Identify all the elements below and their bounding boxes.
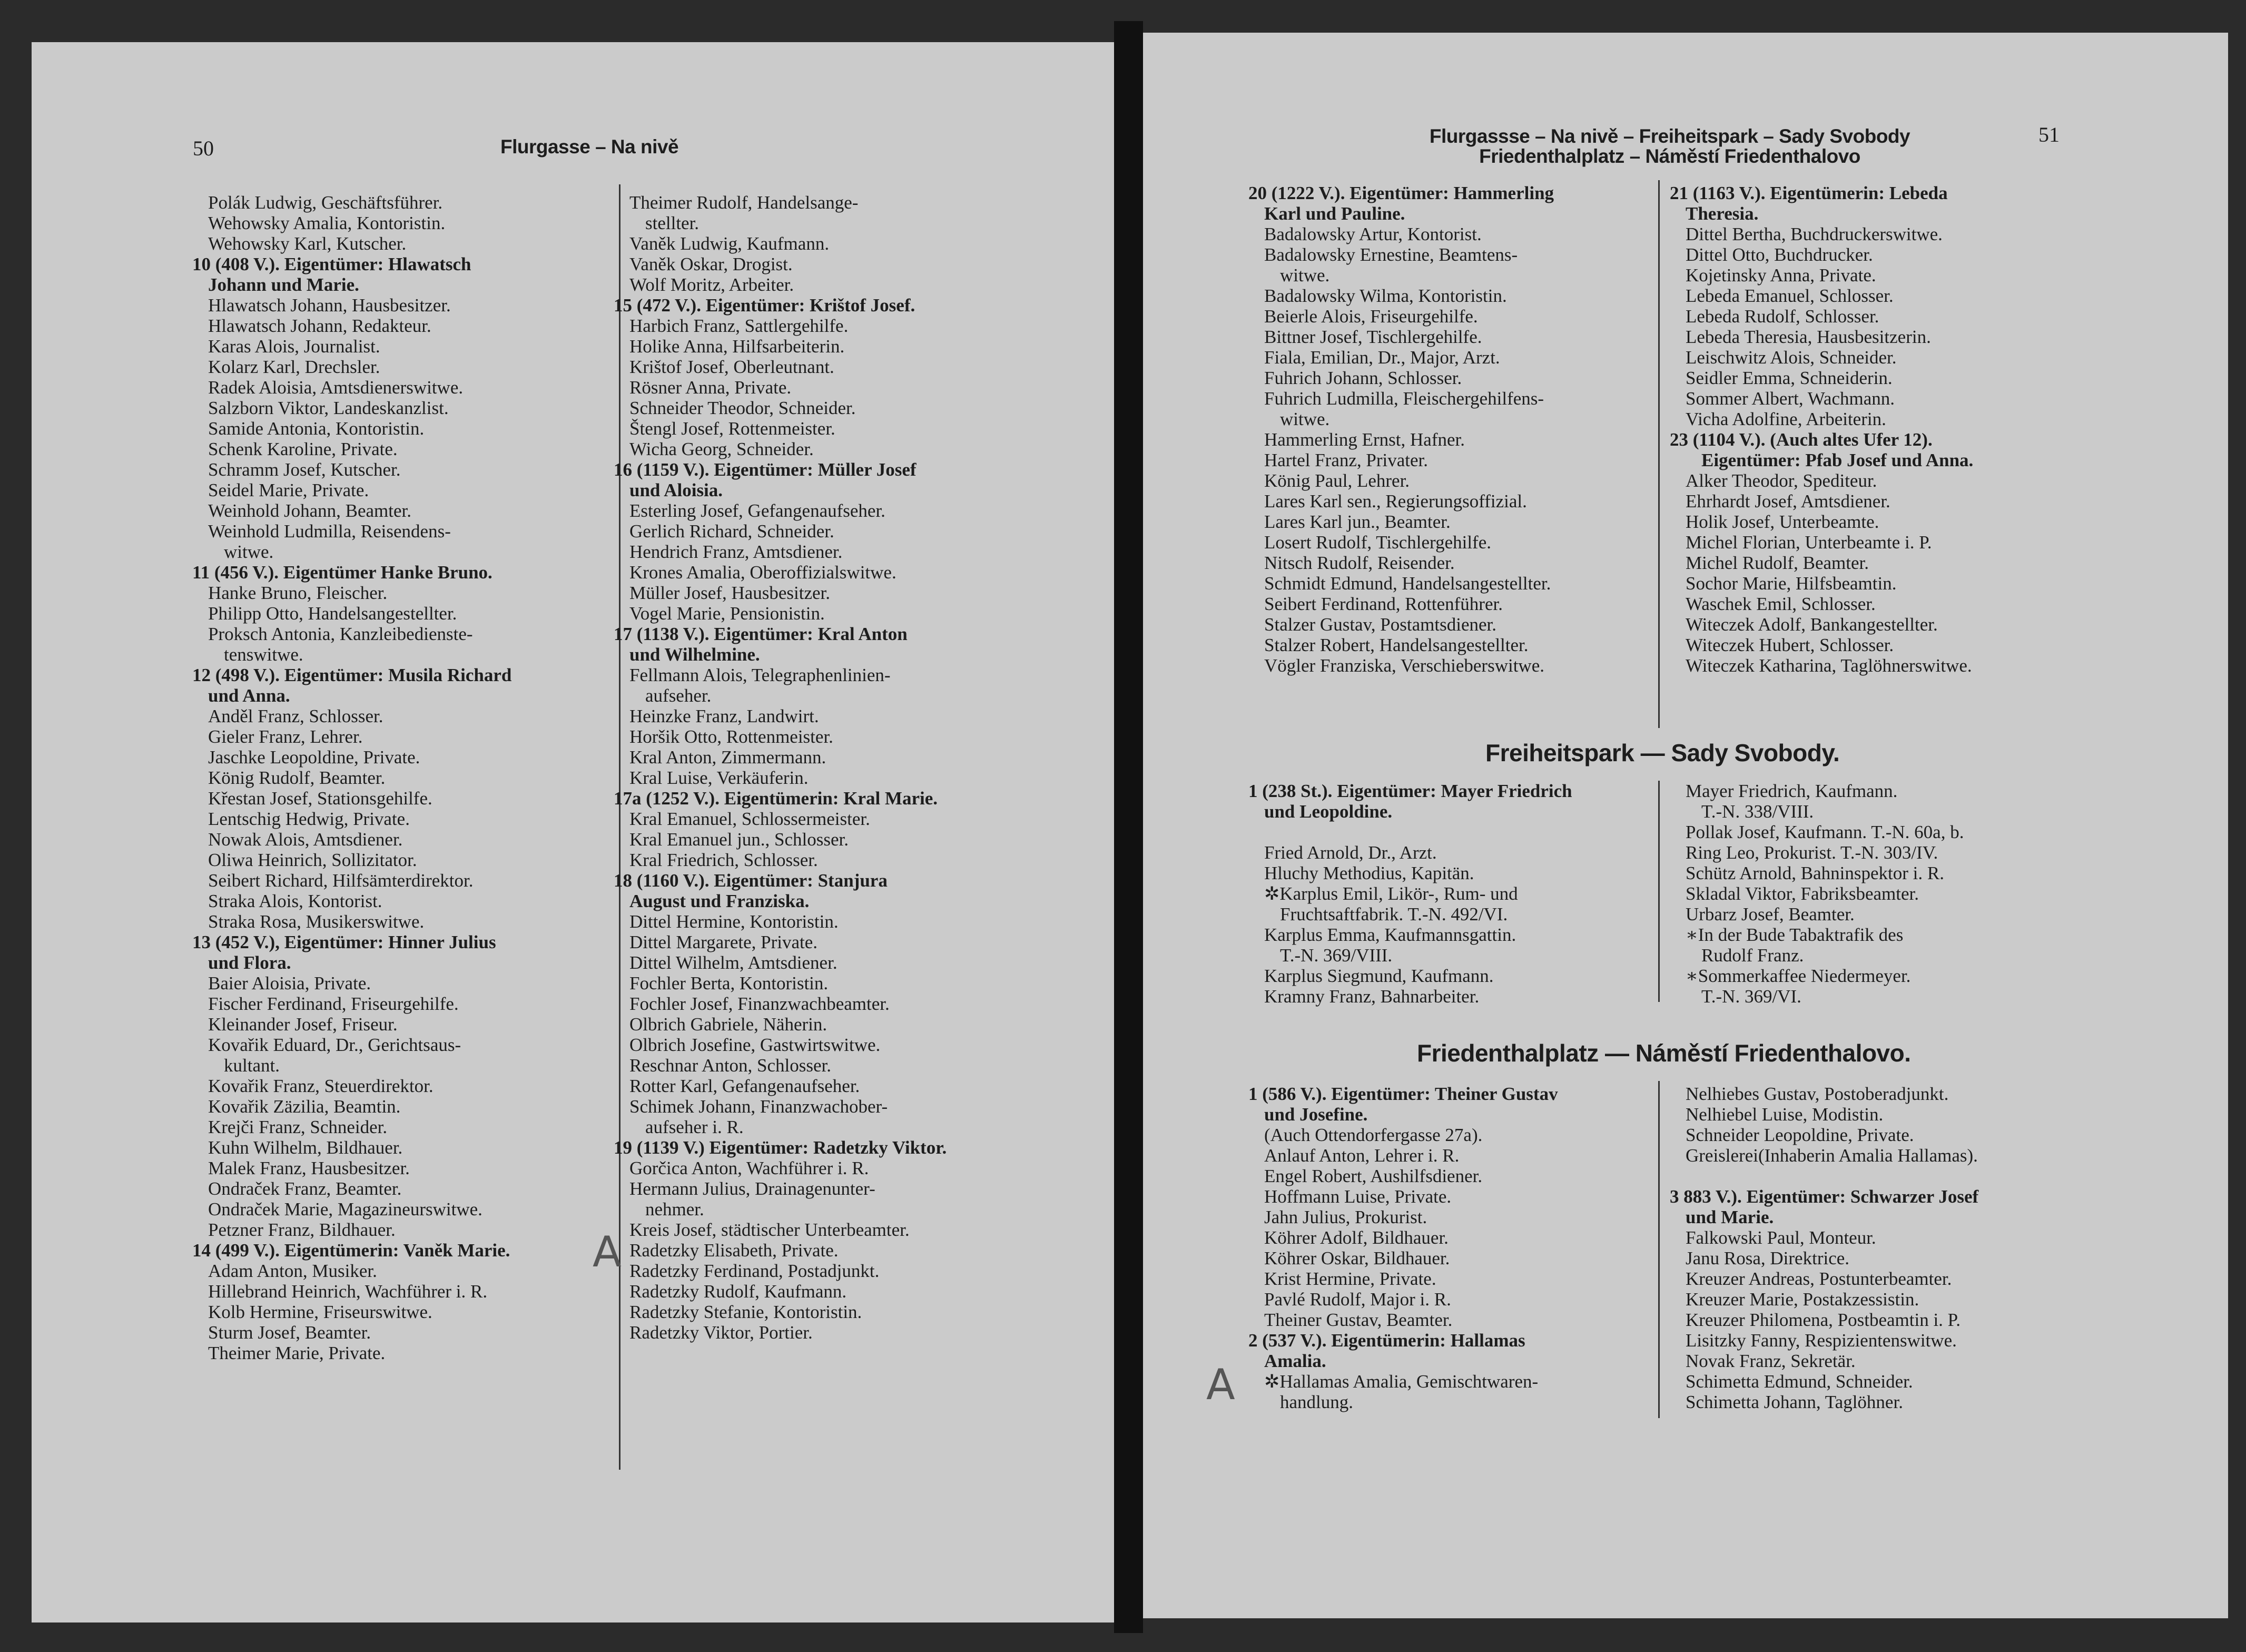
resident-entry: Dittel Bertha, Buchdruckerswitwe.: [1686, 224, 1943, 244]
house-entry-owner: und Anna.: [208, 685, 290, 706]
spacer: [1248, 822, 1659, 842]
resident-entry-continuation: handlung.: [1280, 1392, 1354, 1412]
resident-entry: Dittel Wilhelm, Amtsdiener.: [629, 952, 838, 973]
resident-entry-continuation: nehmer.: [645, 1199, 704, 1220]
resident-entry: Hlawatsch Johann, Hausbesitzer.: [208, 295, 451, 316]
resident-entry: Alker Theodor, Spediteur.: [1686, 470, 1877, 491]
resident-entry: Sochor Marie, Hilfsbeamtin.: [1686, 573, 1897, 594]
resident-entry: Baier Aloisia, Private.: [208, 973, 371, 994]
resident-entry: Ehrhardt Josef, Amtsdiener.: [1686, 491, 1890, 512]
resident-entry: Proksch Antonia, Kanzleibedienste-: [208, 624, 473, 644]
resident-entry: Witeczek Adolf, Bankangestellter.: [1686, 614, 1938, 635]
house-entry-heading: 12 (498 V.). Eigentümer: Musila Richard: [192, 665, 512, 685]
house-entry-heading: 21 (1163 V.). Eigentümerin: Lebeda: [1670, 183, 1948, 203]
resident-entry: Müller Josef, Hausbesitzer.: [629, 583, 831, 603]
resident-entry: Kreis Josef, städtischer Unterbeamter.: [629, 1220, 910, 1240]
resident-entry: Wicha Georg, Schneider.: [629, 439, 814, 459]
house-entry-heading: 14 (499 V.). Eigentümerin: Vaněk Marie.: [192, 1240, 510, 1261]
house-entry-heading: 18 (1160 V.). Eigentümer: Stanjura: [614, 870, 888, 891]
page-number: 50: [193, 136, 214, 160]
section-friedenthalplatz-col-2: [1670, 1084, 2102, 1412]
right-page: [1143, 33, 2228, 1618]
resident-entry: Petzner Franz, Bildhauer.: [208, 1220, 396, 1240]
resident-entry: Sommer Albert, Wachmann.: [1686, 388, 1895, 409]
resident-entry: Nowak Alois, Amtsdiener.: [208, 829, 403, 850]
resident-entry: Kovařik Franz, Steuerdirektor.: [208, 1076, 434, 1096]
resident-entry: Schneider Leopoldine, Private.: [1686, 1125, 1914, 1145]
resident-entry: Radetzky Viktor, Portier.: [629, 1322, 813, 1343]
resident-entry: Dittel Margarete, Private.: [629, 932, 818, 952]
resident-entry: Rösner Anna, Private.: [629, 377, 792, 398]
resident-entry: Stalzer Robert, Handelsangestellter.: [1264, 635, 1529, 655]
resident-entry: Theiner Gustav, Beamter.: [1264, 1310, 1453, 1330]
resident-entry: Adam Anton, Musiker.: [208, 1261, 377, 1281]
resident-entry-continuation: stellter.: [645, 213, 700, 233]
resident-entry: Heinzke Franz, Landwirt.: [629, 706, 819, 726]
resident-entry: Sturm Josef, Beamter.: [208, 1322, 371, 1343]
resident-entry: Štengl Josef, Rottenmeister.: [629, 418, 835, 439]
resident-entry: Novak Franz, Sekretär.: [1686, 1351, 1856, 1371]
resident-entry-continuation: T.-N. 369/VIII.: [1280, 945, 1393, 966]
resident-entry: Fellmann Alois, Telegraphenlinien-: [629, 665, 891, 685]
resident-entry: Dittel Hermine, Kontoristin.: [629, 911, 839, 932]
resident-entry: Seidel Marie, Private.: [208, 480, 369, 500]
pencil-mark: A: [1206, 1360, 1235, 1409]
house-entry-heading: 19 (1139 V.) Eigentümer: Radetzky Viktor.: [614, 1137, 947, 1158]
house-entry-heading: 13 (452 V.), Eigentümer: Hinner Julius: [192, 932, 496, 952]
resident-entry: Weinhold Ludmilla, Reisendens-: [208, 521, 451, 542]
resident-entry: Oliwa Heinrich, Sollizitator.: [208, 850, 417, 870]
section-freiheitspark-col-1: [1248, 781, 1659, 1007]
resident-entry: Schimek Johann, Finanzwachober-: [629, 1096, 888, 1117]
section-friedenthalplatz-col-1: [1248, 1084, 1659, 1412]
resident-entry: Horšik Otto, Rottenmeister.: [629, 726, 833, 747]
resident-entry: Anlauf Anton, Lehrer i. R.: [1264, 1145, 1460, 1166]
resident-entry: Holik Josef, Unterbeamte.: [1686, 512, 1879, 532]
resident-entry: Lebeda Emanuel, Schlosser.: [1686, 286, 1894, 306]
house-entry-owner: August und Franziska.: [629, 891, 810, 911]
resident-entry: Kovařik Zäzilia, Beamtin.: [208, 1096, 401, 1117]
resident-entry: Seidler Emma, Schneiderin.: [1686, 368, 1893, 388]
house-entry-owner: und Flora.: [208, 952, 291, 973]
resident-entry: Lisitzky Fanny, Respizientenswitwe.: [1686, 1330, 1957, 1351]
resident-entry: Lebeda Rudolf, Schlosser.: [1686, 306, 1879, 327]
resident-entry: Seibert Richard, Hilfsämterdirektor.: [208, 870, 474, 891]
resident-entry: Köhrer Adolf, Bildhauer.: [1264, 1227, 1449, 1248]
resident-entry: Kral Friedrich, Schlosser.: [629, 850, 818, 870]
house-entry-heading: 20 (1222 V.). Eigentümer: Hammerling: [1248, 183, 1554, 203]
house-entry-owner: und Aloisia.: [629, 480, 723, 500]
column-right-2: [1670, 183, 2102, 676]
resident-entry: Radetzky Rudolf, Kaufmann.: [629, 1281, 847, 1302]
resident-entry: Engel Robert, Aushilfsdiener.: [1264, 1166, 1483, 1186]
resident-entry: Salzborn Viktor, Landeskanzlist.: [208, 398, 449, 418]
resident-entry: Urbarz Josef, Beamter.: [1686, 904, 1855, 925]
resident-entry: Vaněk Ludwig, Kaufmann.: [629, 233, 830, 254]
resident-entry: Theimer Marie, Private.: [208, 1343, 386, 1363]
resident-entry: Fiala, Emilian, Dr., Major, Arzt.: [1264, 347, 1500, 368]
resident-entry: Kleinander Josef, Friseur.: [208, 1014, 398, 1035]
resident-entry: Losert Rudolf, Tischlergehilfe.: [1264, 532, 1491, 553]
resident-entry: Krones Amalia, Oberoffizialswitwe.: [629, 562, 897, 583]
house-entry-owner: und Marie.: [1686, 1207, 1774, 1227]
resident-entry: Fried Arnold, Dr., Arzt.: [1264, 842, 1437, 863]
left-page: [32, 42, 1114, 1622]
resident-entry: Waschek Emil, Schlosser.: [1686, 594, 1876, 614]
resident-entry: (Auch Ottendorfergasse 27a).: [1264, 1125, 1483, 1145]
section-title-freiheitspark: Freiheitspark — Sady Svobody.: [1485, 739, 1840, 766]
section-title-friedenthalplatz: Friedenthalplatz — Náměstí Friedenthalovo.: [1417, 1039, 1911, 1067]
resident-entry: Polák Ludwig, Geschäftsführer.: [208, 192, 443, 213]
book-gutter: [1114, 21, 1143, 1633]
resident-entry: Hartel Franz, Privater.: [1264, 450, 1429, 470]
resident-entry: Vaněk Oskar, Drogist.: [629, 254, 793, 274]
resident-entry: Theimer Rudolf, Handelsange-: [629, 192, 859, 213]
resident-entry: Hendrich Franz, Amtsdiener.: [629, 542, 843, 562]
resident-entry: Badalowsky Artur, Kontorist.: [1264, 224, 1482, 244]
house-entry-owner: Karl und Pauline.: [1264, 203, 1405, 224]
resident-entry: Krist Hermine, Private.: [1264, 1268, 1436, 1289]
resident-entry: ✲Hallamas Amalia, Gemischtwaren-: [1264, 1371, 1539, 1392]
resident-entry: Rotter Karl, Gefangenaufseher.: [629, 1076, 860, 1096]
resident-entry: Kral Emanuel jun., Schlosser.: [629, 829, 849, 850]
resident-entry: Straka Rosa, Musikerswitwe.: [208, 911, 425, 932]
resident-entry: König Rudolf, Beamter.: [208, 768, 386, 788]
resident-entry: Vögler Franziska, Verschieberswitwe.: [1264, 655, 1544, 676]
house-entry-heading: 2 (537 V.). Eigentümerin: Hallamas: [1248, 1330, 1525, 1351]
house-entry-heading: 17 (1138 V.). Eigentümer: Kral Anton: [614, 624, 908, 644]
resident-entry: Fochler Josef, Finanzwachbeamter.: [629, 994, 890, 1014]
column-rule: [1658, 781, 1660, 1002]
house-entry-owner: Amalia.: [1264, 1351, 1326, 1371]
resident-entry: Skladal Viktor, Fabriksbeamter.: [1686, 883, 1919, 904]
resident-entry: Karplus Siegmund, Kaufmann.: [1264, 966, 1494, 986]
resident-entry-continuation: tenswitwe.: [224, 644, 303, 665]
resident-entry: Schütz Arnold, Bahninspektor i. R.: [1686, 863, 1944, 883]
resident-entry: Kral Luise, Verkäuferin.: [629, 768, 809, 788]
house-entry-owner: und Josefine.: [1264, 1104, 1368, 1125]
resident-entry: Olbrich Josefine, Gastwirtswitwe.: [629, 1035, 881, 1055]
resident-entry: Mayer Friedrich, Kaufmann.: [1686, 781, 1898, 801]
resident-entry: Philipp Otto, Handelsangestellter.: [208, 603, 457, 624]
resident-entry-continuation: Rudolf Franz.: [1701, 945, 1804, 966]
resident-entry: Kral Anton, Zimmermann.: [629, 747, 826, 768]
resident-entry-continuation: Fruchtsaftfabrik. T.-N. 492/VI.: [1280, 904, 1508, 925]
resident-entry: Janu Rosa, Direktrice.: [1686, 1248, 1850, 1268]
house-entry-owner: und Leopoldine.: [1264, 801, 1393, 822]
resident-entry: Beierle Alois, Friseurgehilfe.: [1264, 306, 1478, 327]
resident-entry: Kramny Franz, Bahnarbeiter.: [1264, 986, 1480, 1007]
resident-entry: Ring Leo, Prokurist. T.-N. 303/IV.: [1686, 842, 1938, 863]
resident-entry: Hoffmann Luise, Private.: [1264, 1186, 1452, 1207]
resident-entry: Witeczek Katharina, Taglöhnerswitwe.: [1686, 655, 1972, 676]
resident-entry: Dittel Otto, Buchdrucker.: [1686, 244, 1873, 265]
resident-entry: Vogel Marie, Pensionistin.: [629, 603, 825, 624]
resident-entry: ∗Sommerkaffee Niedermeyer.: [1686, 966, 1911, 986]
resident-entry: Kreuzer Marie, Postakzessistin.: [1686, 1289, 1919, 1310]
column-left-2: [614, 192, 1072, 1343]
resident-entry: Gerlich Richard, Schneider.: [629, 521, 834, 542]
resident-entry: Witeczek Hubert, Schlosser.: [1686, 635, 1894, 655]
resident-entry: Leischwitz Alois, Schneider.: [1686, 347, 1897, 368]
resident-entry: Schimetta Johann, Taglöhner.: [1686, 1392, 1903, 1412]
resident-entry: Kreuzer Philomena, Postbeamtin i. P.: [1686, 1310, 1961, 1330]
resident-entry: Ondraček Franz, Beamter.: [208, 1178, 402, 1199]
running-head-line-2: Friedenthalplatz – Náměstí Friedenthalovo: [1479, 145, 1860, 167]
column-left-1: [192, 192, 608, 1363]
resident-entry: Olbrich Gabriele, Näherin.: [629, 1014, 828, 1035]
resident-entry: Wolf Moritz, Arbeiter.: [629, 274, 794, 295]
house-entry-heading: 16 (1159 V.). Eigentümer: Müller Josef: [614, 459, 917, 480]
resident-entry: Radetzky Elisabeth, Private.: [629, 1240, 839, 1261]
resident-entry: Schramm Josef, Kutscher.: [208, 459, 401, 480]
resident-entry: Lentschig Hedwig, Private.: [208, 809, 410, 829]
resident-entry: Gieler Franz, Lehrer.: [208, 726, 363, 747]
resident-entry: Kuhn Wilhelm, Bildhauer.: [208, 1137, 403, 1158]
resident-entry: Nitsch Rudolf, Reisender.: [1264, 553, 1455, 573]
resident-entry: Schimetta Edmund, Schneider.: [1686, 1371, 1913, 1392]
resident-entry: Fischer Ferdinand, Friseurgehilfe.: [208, 994, 459, 1014]
running-head-line-1: Flurgassse – Na nivě – Freiheitspark – Sady Svobody: [1429, 125, 1910, 147]
resident-entry: Stalzer Gustav, Postamtsdiener.: [1264, 614, 1496, 635]
resident-entry: Lebeda Theresia, Hausbesitzerin.: [1686, 327, 1931, 347]
resident-entry: Krejči Franz, Schneider.: [208, 1117, 388, 1137]
resident-entry: Holike Anna, Hilfsarbeiterin.: [629, 336, 845, 357]
resident-entry: Pollak Josef, Kaufmann. T.-N. 60a, b.: [1686, 822, 1964, 842]
resident-entry: Fuhrich Ludmilla, Fleischergehilfens-: [1264, 388, 1544, 409]
resident-entry: Hillebrand Heinrich, Wachführer i. R.: [208, 1281, 488, 1302]
pencil-mark: A: [593, 1227, 622, 1276]
resident-entry-continuation: T.-N. 369/VI.: [1701, 986, 1801, 1007]
running-head: [1312, 126, 2028, 166]
resident-entry: Jahn Julius, Prokurist.: [1264, 1207, 1427, 1227]
resident-entry: Krištof Josef, Oberleutnant.: [629, 357, 834, 377]
resident-entry: König Paul, Lehrer.: [1264, 470, 1410, 491]
house-entry-heading: 1 (586 V.). Eigentümer: Theiner Gustav: [1248, 1084, 1558, 1104]
resident-entry: Schneider Theodor, Schneider.: [629, 398, 856, 418]
resident-entry: Schenk Karoline, Private.: [208, 439, 398, 459]
resident-entry: Köhrer Oskar, Bildhauer.: [1264, 1248, 1450, 1268]
column-rule: [1658, 180, 1660, 728]
resident-entry: Křestan Josef, Stationsgehilfe.: [208, 788, 432, 809]
resident-entry: Samide Antonia, Kontoristin.: [208, 418, 425, 439]
resident-entry: Hermann Julius, Drainagenunter-: [629, 1178, 875, 1199]
resident-entry: Badalowsky Wilma, Kontoristin.: [1264, 286, 1507, 306]
resident-entry: Anděl Franz, Schlosser.: [208, 706, 383, 726]
resident-entry: Badalowsky Ernestine, Beamtens-: [1264, 244, 1518, 265]
resident-entry: Jaschke Leopoldine, Private.: [208, 747, 420, 768]
section-freiheitspark-col-2: [1670, 781, 2102, 1007]
resident-entry-continuation: witwe.: [1280, 409, 1330, 429]
resident-entry: Fuhrich Johann, Schlosser.: [1264, 368, 1462, 388]
resident-entry: Hluchy Methodius, Kapitän.: [1264, 863, 1474, 883]
resident-entry: Pavlé Rudolf, Major i. R.: [1264, 1289, 1451, 1310]
resident-entry: Seibert Ferdinand, Rottenführer.: [1264, 594, 1503, 614]
resident-entry: Greislerei(Inhaberin Amalia Hallamas).: [1686, 1145, 1978, 1166]
resident-entry: ∗In der Bude Tabaktrafik des: [1686, 925, 1904, 945]
resident-entry-continuation: aufseher i. R.: [645, 1117, 744, 1137]
house-entry-heading: 23 (1104 V.). (Auch altes Ufer 12).: [1670, 429, 1933, 450]
house-entry-heading: 15 (472 V.). Eigentümer: Krištof Josef.: [614, 295, 915, 316]
resident-entry: Michel Rudolf, Beamter.: [1686, 553, 1869, 573]
resident-entry: Schmidt Edmund, Handelsangestellter.: [1264, 573, 1551, 594]
resident-entry: Radek Aloisia, Amtsdienerswitwe.: [208, 377, 464, 398]
resident-entry: Hanke Bruno, Fleischer.: [208, 583, 388, 603]
spacer: [1670, 1166, 2102, 1186]
resident-entry: Kovařik Eduard, Dr., Gerichtsaus-: [208, 1035, 461, 1055]
resident-entry-continuation: witwe.: [224, 542, 274, 562]
resident-entry: Ondraček Marie, Magazineurswitwe.: [208, 1199, 482, 1220]
resident-entry: Weinhold Johann, Beamter.: [208, 500, 411, 521]
resident-entry: Bittner Josef, Tischlergehilfe.: [1264, 327, 1482, 347]
house-entry-heading: 11 (456 V.). Eigentümer Hanke Bruno.: [192, 562, 492, 583]
running-head: Flurgasse – Na nivě: [500, 136, 679, 158]
resident-entry: Fochler Berta, Kontoristin.: [629, 973, 829, 994]
column-right-1: [1248, 183, 1743, 676]
resident-entry: Harbich Franz, Sattlergehilfe.: [629, 316, 849, 336]
resident-entry: Nelhiebes Gustav, Postoberadjunkt.: [1686, 1084, 1949, 1104]
house-entry-owner: Eigentümer: Pfab Josef und Anna.: [1701, 450, 1974, 470]
resident-entry-continuation: kultant.: [224, 1055, 280, 1076]
resident-entry: Straka Alois, Kontorist.: [208, 891, 382, 911]
resident-entry: Falkowski Paul, Monteur.: [1686, 1227, 1876, 1248]
page-number: 51: [2038, 123, 2060, 146]
resident-entry: Wehowsky Karl, Kutscher.: [208, 233, 407, 254]
resident-entry: Kojetinsky Anna, Private.: [1686, 265, 1876, 286]
resident-entry: Hlawatsch Johann, Redakteur.: [208, 316, 431, 336]
house-entry-owner: Theresia.: [1686, 203, 1759, 224]
house-entry-heading: 1 (238 St.). Eigentümer: Mayer Friedrich: [1248, 781, 1572, 801]
resident-entry: Lares Karl jun., Beamter.: [1264, 512, 1451, 532]
resident-entry: Michel Florian, Unterbeamte i. P.: [1686, 532, 1932, 553]
resident-entry: Karplus Emma, Kaufmannsgattin.: [1264, 925, 1516, 945]
resident-entry: Hammerling Ernst, Hafner.: [1264, 429, 1465, 450]
resident-entry: Reschnar Anton, Schlosser.: [629, 1055, 832, 1076]
column-rule: [1658, 1081, 1660, 1418]
resident-entry: Wehowsky Amalia, Kontoristin.: [208, 213, 446, 233]
resident-entry-continuation: aufseher.: [645, 685, 712, 706]
resident-entry: Nelhiebel Luise, Modistin.: [1686, 1104, 1884, 1125]
resident-entry: Karas Alois, Journalist.: [208, 336, 380, 357]
resident-entry: Lares Karl sen., Regierungsoffizial.: [1264, 491, 1527, 512]
resident-entry: Kreuzer Andreas, Postunterbeamter.: [1686, 1268, 1952, 1289]
resident-entry: Kral Emanuel, Schlossermeister.: [629, 809, 870, 829]
house-entry-owner: und Wilhelmine.: [629, 644, 760, 665]
resident-entry: Radetzky Stefanie, Kontoristin.: [629, 1302, 862, 1322]
resident-entry: Malek Franz, Hausbesitzer.: [208, 1158, 410, 1178]
resident-entry: Vicha Adolfine, Arbeiterin.: [1686, 409, 1886, 429]
resident-entry-continuation: T.-N. 338/VIII.: [1701, 801, 1814, 822]
resident-entry: ✲Karplus Emil, Likör-, Rum- und: [1264, 883, 1518, 904]
house-entry-owner: Johann und Marie.: [208, 274, 359, 295]
resident-entry: Esterling Josef, Gefangenaufseher.: [629, 500, 885, 521]
house-entry-heading: 3 883 V.). Eigentümer: Schwarzer Josef: [1670, 1186, 1979, 1207]
resident-entry: Kolb Hermine, Friseurswitwe.: [208, 1302, 432, 1322]
resident-entry: Gorčica Anton, Wachführer i. R.: [629, 1158, 869, 1178]
house-entry-heading: 17a (1252 V.). Eigentümerin: Kral Marie.: [614, 788, 938, 809]
house-entry-heading: 10 (408 V.). Eigentümer: Hlawatsch: [192, 254, 471, 274]
resident-entry: Radetzky Ferdinand, Postadjunkt.: [629, 1261, 880, 1281]
resident-entry: Kolarz Karl, Drechsler.: [208, 357, 380, 377]
resident-entry-continuation: witwe.: [1280, 265, 1330, 286]
